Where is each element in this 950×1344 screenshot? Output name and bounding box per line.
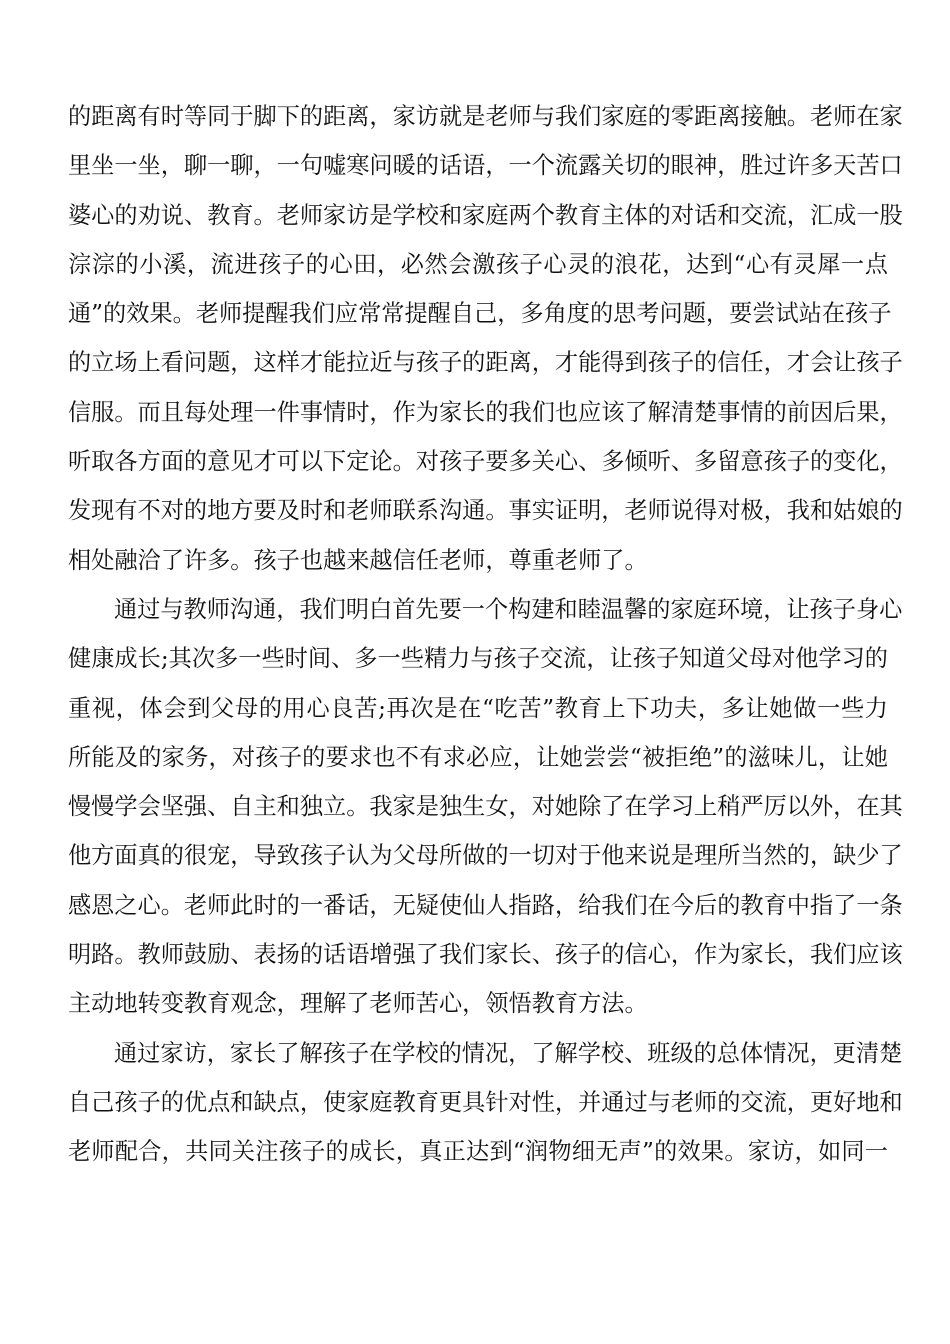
text-line: 感恩之心。老师此时的一番话，无疑使仙人指路，给我们在今后的教育中指了一条 [68, 891, 903, 919]
text-line: 相处融洽了许多。孩子也越来越信任老师，尊重老师了。 [68, 546, 648, 574]
text-line: 他方面真的很宠，导致孩子认为父母所做的一切对于他来说是理所当然的，缺少了 [68, 842, 903, 870]
text-line: 信服。而且每处理一件事情时，作为家长的我们也应该了解清楚事情的前因后果， [68, 398, 903, 426]
text-line: 淙淙的小溪，流进孩子的心田，必然会激孩子心灵的浪花，达到“心有灵犀一点 [68, 250, 888, 278]
text-line: 老师配合，共同关注孩子的成长，真正达到“润物细无声”的效果。家访，如同一 [68, 1138, 888, 1166]
paragraph-first-line: 通过家访，家长了解孩子在学校的情况，了解学校、班级的总体情况，更清楚 [114, 1039, 903, 1067]
text-line: 自己孩子的优点和缺点，使家庭教育更具针对性，并通过与老师的交流，更好地和 [68, 1088, 903, 1116]
text-line: 的立场上看问题，这样才能拉近与孩子的距离，才能得到孩子的信任，才会让孩子 [68, 349, 903, 377]
text-line: 里坐一坐，聊一聊，一句嘘寒问暖的话语，一个流露关切的眼神，胜过许多天苦口 [68, 152, 903, 180]
text-line: 主动地转变教育观念，理解了老师苦心，领悟教育方法。 [68, 990, 648, 1018]
text-line: 发现有不对的地方要及时和老师联系沟通。事实证明，老师说得对极，我和姑娘的 [68, 497, 903, 525]
text-line: 听取各方面的意见才可以下定论。对孩子要多关心、多倾听、多留意孩子的变化， [68, 448, 903, 476]
text-line: 的距离有时等同于脚下的距离，家访就是老师与我们家庭的零距离接触。老师在家 [68, 103, 903, 130]
text-line: 慢慢学会坚强、自主和独立。我家是独生女，对她除了在学习上稍严厉以外，在其 [68, 793, 903, 821]
text-line: 重视，体会到父母的用心良苦;再次是在“吃苦”教育上下功夫，多让她做一些力 [68, 694, 888, 722]
body-text [68, 92, 903, 1177]
text-line: 所能及的家务，对孩子的要求也不有求必应，让她尝尝“被拒绝”的滋味儿，让她 [68, 743, 888, 771]
text-line: 明路。教师鼓励、表扬的话语增强了我们家长、孩子的信心，作为家长，我们应该 [68, 941, 903, 969]
text-line: 通”的效果。老师提醒我们应常常提醒自己，多角度的思考问题，要尝试站在孩子 [68, 300, 892, 328]
paragraph-first-line: 通过与教师沟通，我们明白首先要一个构建和睦温馨的家庭环境，让孩子身心 [114, 595, 903, 623]
text-line: 婆心的劝说、教育。老师家访是学校和家庭两个教育主体的对话和交流，汇成一股 [68, 201, 903, 229]
text-line: 健康成长;其次多一些时间、多一些精力与孩子交流，让孩子知道父母对他学习的 [68, 645, 888, 673]
